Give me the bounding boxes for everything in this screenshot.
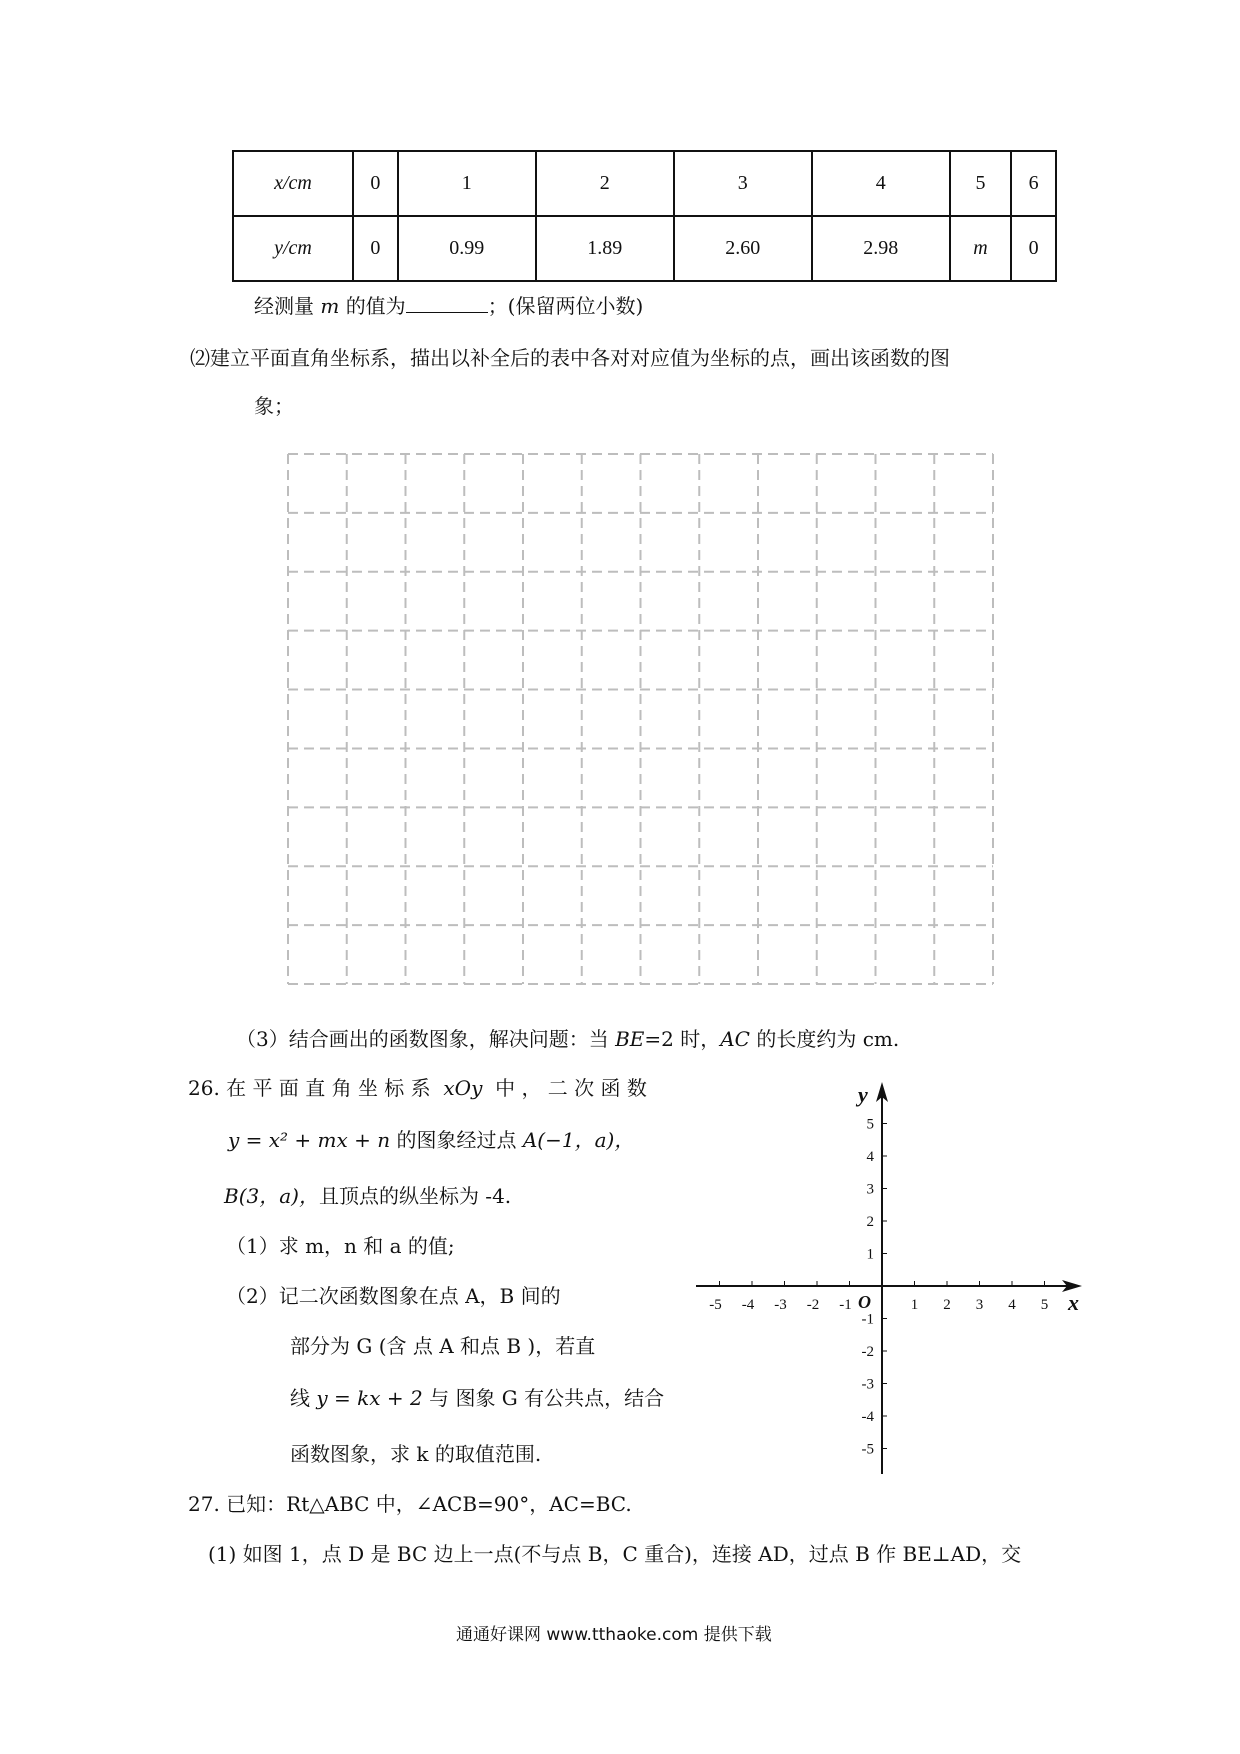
x-cell: 2	[536, 151, 674, 216]
p26-text-d: 且顶点的纵坐标为 -4.	[318, 1184, 512, 1208]
p26-equation: y = x² + mx + n	[228, 1128, 391, 1152]
x-tick-label: -4	[741, 1297, 755, 1313]
x-axis-label: x	[1068, 1290, 1079, 1315]
y-tick-label: -2	[861, 1344, 874, 1360]
measure-suffix: ；(保留两位小数)	[487, 294, 644, 318]
y-tick-label: 5	[866, 1116, 874, 1133]
coordinate-axes	[690, 1080, 1090, 1480]
y-tick-label: -4	[861, 1409, 874, 1425]
x-tick-label: -5	[709, 1297, 722, 1313]
p26-line3	[224, 1182, 511, 1210]
p26-line2	[228, 1126, 634, 1154]
y-axis-label: y	[858, 1082, 868, 1107]
p26-sub2-a: （2）记二次函数图象在点 A，B 间的	[226, 1284, 561, 1308]
x-tick-label: 5	[1040, 1297, 1049, 1313]
answer-blank[interactable]	[406, 292, 488, 313]
q2-line1: ⑵建立平面直角坐标系，描出以补全后的表中各对对应值为坐标的点，画出该函数的图	[190, 346, 950, 370]
p26-var: xOy	[443, 1076, 483, 1100]
p26-text-c: 的图象经过点	[396, 1128, 517, 1152]
p26-sub2-c-a: 线	[290, 1386, 310, 1410]
q3-text-c: 的长度约为 cm.	[756, 1027, 900, 1051]
x-cell: 6	[1011, 151, 1056, 216]
q3-text-a: （3）结合画出的函数图象，解决问题：当	[236, 1027, 609, 1051]
dashed-grid	[286, 452, 996, 986]
x-cell: 1	[398, 151, 536, 216]
p26-sub2-d: 函数图象，求 k 的取值范围.	[290, 1442, 542, 1466]
x-tick-label: 2	[943, 1297, 951, 1313]
y-cell: 0	[1011, 216, 1056, 281]
origin-label: O	[858, 1292, 871, 1312]
table-row-y	[233, 216, 1056, 281]
p26-point-a: A(−1，a)，	[522, 1128, 635, 1152]
x-cell: 5	[950, 151, 1011, 216]
x-tick-label: 3	[975, 1297, 984, 1313]
x-cell: 3	[674, 151, 812, 216]
table-row-x	[233, 151, 1056, 216]
y-tick-label: -3	[861, 1376, 874, 1393]
x-tick-label: -2	[806, 1297, 820, 1313]
p26-text-b: 中 ， 二 次 函 数	[495, 1076, 647, 1100]
y-header-cell: y/cm	[233, 216, 353, 281]
q2-line2: 象；	[254, 394, 294, 418]
x-cell: 0	[353, 151, 398, 216]
y-cell: 0	[353, 216, 398, 281]
y-tick-label: 2	[866, 1214, 874, 1230]
y-cell: m	[950, 216, 1011, 281]
q3-line	[236, 1025, 899, 1053]
y-tick-label: 1	[866, 1246, 874, 1263]
p27-line1: 27. 已知：Rt△ABC 中，∠ACB=90°，AC=BC.	[188, 1492, 632, 1516]
value-table	[232, 150, 1057, 282]
y-tick-label: -5	[861, 1441, 874, 1458]
measure-prefix: 经测量	[254, 294, 314, 318]
p26-sub2-c	[290, 1384, 664, 1412]
x-cell: 4	[812, 151, 950, 216]
measure-mid: 的值为	[345, 294, 406, 318]
y-cell: 1.89	[536, 216, 674, 281]
p26-line1	[188, 1074, 647, 1102]
y-cell: 0.99	[398, 216, 536, 281]
p26-line-equation: y = kx + 2	[316, 1386, 423, 1410]
q3-be: BE	[615, 1027, 645, 1051]
x-tick-label: 1	[910, 1297, 919, 1313]
x-tick-label: -3	[774, 1297, 787, 1313]
q3-text-b: =2 时，	[644, 1027, 721, 1051]
p27-line2: (1) 如图 1，点 D 是 BC 边上一点(不与点 B，C 重合)，连接 AD，过点 B 作 BE⊥AD，交	[208, 1542, 1022, 1566]
x-header-cell: x/cm	[233, 151, 353, 216]
measure-var: m	[320, 294, 340, 318]
y-cell: 2.60	[674, 216, 812, 281]
x-tick-label: -1	[839, 1297, 852, 1313]
measure-line	[254, 292, 643, 320]
p26-sub1: （1）求 m，n 和 a 的值;	[226, 1234, 455, 1258]
x-tick-label: 4	[1008, 1297, 1016, 1313]
footer-text: 通通好课网 www.tthaoke.com 提供下载	[456, 1625, 772, 1645]
y-tick-label: 3	[866, 1181, 874, 1198]
p26-sub2-c-b: 与 图象 G 有公共点，结合	[429, 1386, 665, 1410]
p26-text-a: 26. 在 平 面 直 角 坐 标 系	[188, 1076, 431, 1100]
q3-ac: AC	[720, 1027, 750, 1051]
p26-sub2-b: 部分为 G (含 点 A 和点 B )，若直	[290, 1334, 596, 1358]
y-tick-label: -1	[861, 1311, 874, 1328]
p26-point-b: B(3，a)，	[224, 1184, 319, 1208]
y-cell: 2.98	[812, 216, 950, 281]
y-tick-label: 4	[866, 1149, 874, 1165]
